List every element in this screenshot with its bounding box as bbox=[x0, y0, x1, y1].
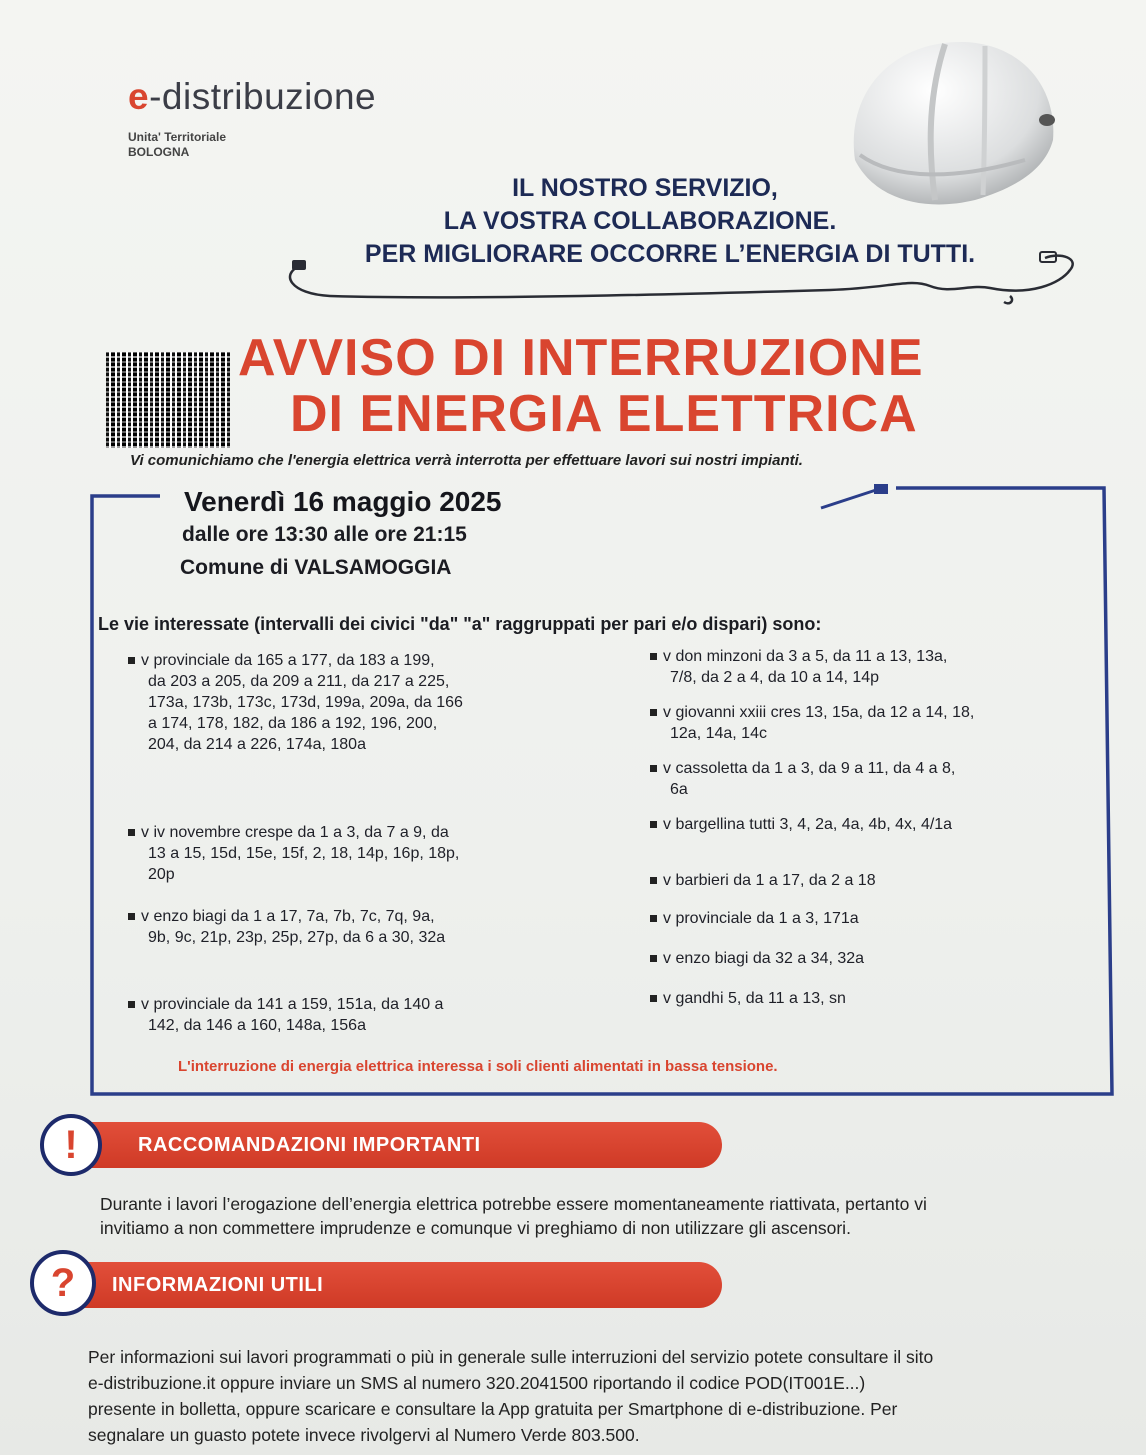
street-entry bbox=[128, 906, 445, 948]
street-line: 204, da 214 a 226, 174a, 180a bbox=[148, 736, 366, 753]
slogan-line: IL NOSTRO SERVIZIO, bbox=[512, 174, 778, 202]
plug-cable-icon bbox=[270, 244, 1090, 314]
street-line: v enzo biagi da 32 a 34, 32a bbox=[650, 948, 864, 969]
street-entry bbox=[650, 646, 947, 688]
street-line: 142, da 146 a 160, 148a, 156a bbox=[148, 1017, 366, 1034]
street-entry bbox=[650, 948, 864, 969]
street-line: v iv novembre crespe da 1 a 3, da 7 a 9, da bbox=[128, 822, 459, 843]
outage-comune: Comune di VALSAMOGGIA bbox=[180, 556, 452, 579]
street-line: v don minzoni da 3 a 5, da 11 a 13, 13a, bbox=[650, 646, 947, 667]
bullet-icon bbox=[650, 709, 657, 716]
question-icon: ? bbox=[30, 1250, 96, 1316]
street-line: 20p bbox=[148, 866, 175, 883]
street-line: a 174, 178, 182, da 186 a 192, 196, 200, bbox=[148, 715, 438, 732]
street-line: v giovanni xxiii cres 13, 15a, da 12 a 14, 18, bbox=[650, 702, 974, 723]
street-line: 7/8, da 2 a 4, da 10 a 14, 14p bbox=[670, 669, 880, 686]
warning-icon: ! bbox=[40, 1114, 102, 1176]
unit-city: BOLOGNA bbox=[128, 145, 190, 159]
outage-time: dalle ore 13:30 alle ore 21:15 bbox=[182, 523, 467, 546]
street-line: v gandhi 5, da 11 a 13, sn bbox=[650, 988, 846, 1009]
street-line: v provinciale da 1 a 3, 171a bbox=[650, 908, 859, 929]
paragraph-line: presente in bolletta, oppure scaricare e consultare la App gratuita per Smartphone di e-distribuzione. Per bbox=[88, 1399, 898, 1419]
bullet-icon bbox=[650, 877, 657, 884]
intro-text: Vi comunichiamo che l'energia elettrica verrà interrotta per effettuare lavori sui nostri impianti. bbox=[130, 452, 803, 469]
unit-label: Unita' Territoriale bbox=[128, 130, 226, 144]
street-entry bbox=[650, 908, 859, 929]
bullet-icon bbox=[650, 915, 657, 922]
info-banner bbox=[62, 1262, 722, 1308]
street-entry bbox=[128, 994, 443, 1036]
street-entry bbox=[650, 702, 974, 744]
bullet-icon bbox=[650, 653, 657, 660]
street-line: 173a, 173b, 173c, 173d, 199a, 209a, da 166 bbox=[148, 694, 463, 711]
street-line: v barbieri da 1 a 17, da 2 a 18 bbox=[650, 870, 876, 891]
bullet-icon bbox=[128, 913, 135, 920]
street-entry bbox=[650, 814, 952, 835]
paragraph-line: segnalare un guasto potete invece rivolgervi al Numero Verde 803.500. bbox=[88, 1425, 640, 1445]
street-line: v provinciale da 141 a 159, 151a, da 140 a bbox=[128, 994, 443, 1015]
street-entry bbox=[128, 650, 463, 755]
streets-header: Le vie interessate (intervalli dei civici "da" "a" raggruppati per pari e/o dispari) sono: bbox=[98, 614, 822, 634]
slogan-line: LA VOSTRA COLLABORAZIONE. bbox=[443, 207, 837, 235]
recommendations-text bbox=[100, 1192, 927, 1240]
bullet-icon bbox=[128, 1001, 135, 1008]
street-line: 13 a 15, 15d, 15e, 15f, 2, 18, 14p, 16p, 18p, bbox=[148, 845, 460, 862]
street-line: 6a bbox=[670, 781, 688, 798]
recommendations-title: RACCOMANDAZIONI IMPORTANTI bbox=[138, 1133, 481, 1156]
street-line: 9b, 9c, 21p, 23p, 25p, 27p, da 6 a 30, 32a bbox=[148, 929, 446, 946]
low-voltage-note: L'interruzione di energia elettrica interessa i soli clienti alimentati in bassa tensione. bbox=[178, 1058, 778, 1075]
street-entry bbox=[650, 758, 955, 800]
territorial-unit bbox=[128, 130, 226, 160]
qr-code[interactable] bbox=[106, 352, 230, 448]
company-logo: e-distribuzione bbox=[128, 76, 377, 117]
street-line: v cassoletta da 1 a 3, da 9 a 11, da 4 a 8, bbox=[650, 758, 955, 779]
title-line: AVVISO DI INTERRUZIONE bbox=[238, 329, 924, 387]
paragraph-line: e-distribuzione.it oppure inviare un SMS al numero 320.2041500 riportando il codice POD(IT001E...) bbox=[88, 1373, 866, 1393]
bullet-icon bbox=[650, 995, 657, 1002]
title-line: DI ENERGIA ELETTRICA bbox=[290, 385, 918, 443]
bullet-icon bbox=[650, 955, 657, 962]
paragraph-line: Per informazioni sui lavori programmati o più in generale sulle interruzioni del servizio potete consultare il sito bbox=[88, 1347, 934, 1367]
street-line: v bargellina tutti 3, 4, 2a, 4a, 4b, 4x, 4/1a bbox=[650, 814, 952, 835]
outage-date: Venerdì 16 maggio 2025 bbox=[184, 486, 502, 517]
slogan-line: PER MIGLIORARE OCCORRE L’ENERGIA DI TUTTI. bbox=[364, 240, 976, 268]
bullet-icon bbox=[650, 821, 657, 828]
bullet-icon bbox=[128, 657, 135, 664]
street-line: 12a, 14a, 14c bbox=[670, 725, 767, 742]
notice-title bbox=[238, 330, 1118, 442]
street-line: v enzo biagi da 1 a 17, 7a, 7b, 7c, 7q, 9a, bbox=[128, 906, 445, 927]
recommendations-banner bbox=[62, 1122, 722, 1168]
street-line: da 203 a 205, da 209 a 211, da 217 a 225, bbox=[148, 673, 450, 690]
paragraph-line: Durante i lavori l’erogazione dell’energia elettrica potrebbe essere momentaneamente riattivata, pertanto vi bbox=[100, 1194, 927, 1214]
bullet-icon bbox=[128, 829, 135, 836]
paragraph-line: invitiamo a non commettere imprudenze e comunque vi preghiamo di non utilizzare gli ascensori. bbox=[100, 1218, 851, 1238]
bullet-icon bbox=[650, 765, 657, 772]
street-line: v provinciale da 165 a 177, da 183 a 199, bbox=[128, 650, 463, 671]
street-entry bbox=[650, 988, 846, 1009]
info-text bbox=[88, 1344, 933, 1448]
street-entry bbox=[650, 870, 876, 891]
street-entry bbox=[128, 822, 459, 885]
info-title: INFORMAZIONI UTILI bbox=[112, 1273, 324, 1296]
